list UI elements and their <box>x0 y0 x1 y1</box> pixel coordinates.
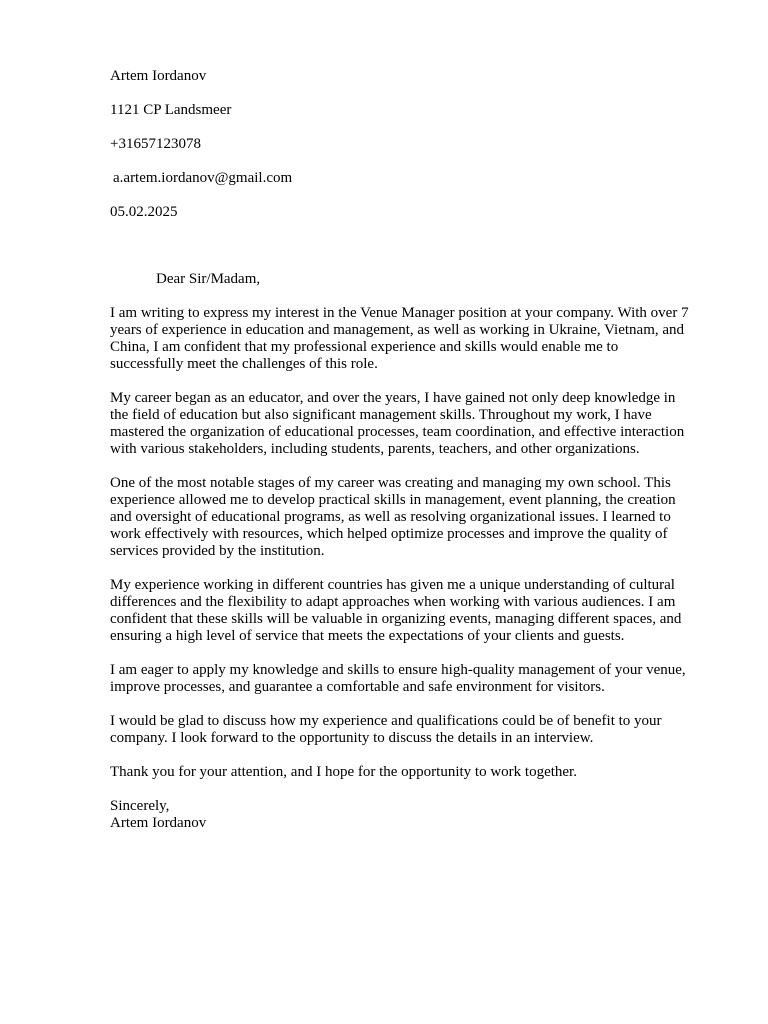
text-line: experience allowed me to develop practical skills in management, event planning, the creation <box>110 492 676 508</box>
letter-date: 05.02.2025 <box>110 204 178 220</box>
text-line: I am eager to apply my knowledge and skills to ensure high-quality management of your venue, <box>110 662 686 678</box>
text-line: company. I look forward to the opportunity to discuss the details in an interview. <box>110 730 594 746</box>
text-line: One of the most notable stages of my career was creating and managing my own school. This <box>110 475 671 491</box>
valediction: Sincerely, <box>110 798 170 814</box>
text-line: differences and the flexibility to adapt approaches when working with various audiences. I am <box>110 594 676 610</box>
closing-block <box>110 798 720 832</box>
letter-body <box>110 305 720 832</box>
text-line: I am writing to express my interest in the Venue Manager position at your company. With over 7 <box>110 305 689 321</box>
paragraph-international <box>110 577 720 645</box>
text-line: work effectively with resources, which helped optimize processes and improve the quality of <box>110 526 668 542</box>
paragraph-intro <box>110 305 720 373</box>
text-line: mastered the organization of educational processes, team coordination, and effective interaction <box>110 424 685 440</box>
text-line: confident that these skills will be valuable in organizing events, managing different spaces, and <box>110 611 682 627</box>
paragraph-career <box>110 390 720 458</box>
sender-address: 1121 CP Landsmeer <box>110 102 232 118</box>
sender-name: Artem Iordanov <box>110 68 207 84</box>
sender-email: a.artem.iordanov@gmail.com <box>113 170 293 186</box>
text-line: improve processes, and guarantee a comfortable and safe environment for visitors. <box>110 679 605 695</box>
text-line: ensuring a high level of service that meets the expectations of your clients and guests. <box>110 628 625 644</box>
text-line: with various stakeholders, including students, parents, teachers, and other organizations. <box>110 441 640 457</box>
salutation: Dear Sir/Madam, <box>156 271 261 287</box>
text-line: services provided by the institution. <box>110 543 325 559</box>
text-line: My experience working in different countries has given me a unique understanding of cultural <box>110 577 675 593</box>
paragraph-discuss <box>110 713 720 747</box>
paragraph-thanks <box>110 764 720 781</box>
paragraph-eager <box>110 662 720 696</box>
text-line: My career began as an educator, and over the years, I have gained not only deep knowledge in <box>110 390 676 406</box>
text-line: I would be glad to discuss how my experience and qualifications could be of benefit to your <box>110 713 662 729</box>
signature-name: Artem Iordanov <box>110 815 207 831</box>
text-line: successfully meet the challenges of this role. <box>110 356 378 372</box>
text-line: China, I am confident that my professional experience and skills would enable me to <box>110 339 619 355</box>
sender-phone: +31657123078 <box>110 136 201 152</box>
text-line: and oversight of educational programs, as well as resolving organizational issues. I learned to <box>110 509 671 525</box>
paragraph-school <box>110 475 720 560</box>
text-line: years of experience in education and management, as well as working in Ukraine, Vietnam, and <box>110 322 685 338</box>
text-line: Thank you for your attention, and I hope for the opportunity to work together. <box>110 764 577 780</box>
text-line: the field of education but also significant management skills. Throughout my work, I have <box>110 407 652 423</box>
